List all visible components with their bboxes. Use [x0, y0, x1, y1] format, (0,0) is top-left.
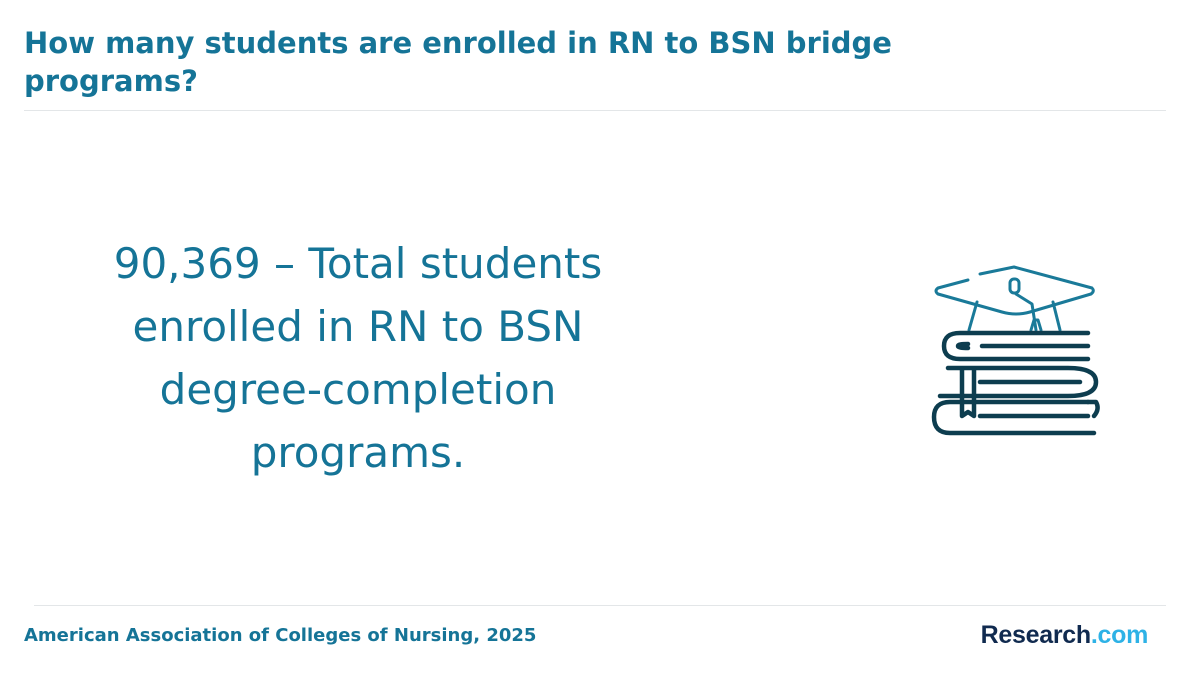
page-title: How many students are enrolled in RN to BSN bridge programs?	[24, 26, 892, 98]
stat-statement: 90,369 – Total students enrolled in RN to BSN degree-completion programs.	[113, 239, 603, 477]
graduation-cap-on-books-icon	[920, 258, 1110, 448]
source-citation: American Association of Colleges of Nursing, 2025	[24, 625, 537, 646]
header-divider	[24, 110, 1166, 111]
logo-text-com: .com	[1090, 621, 1148, 649]
research-com-logo[interactable]	[981, 620, 1148, 650]
logo-text-research: Research	[980, 621, 1091, 649]
footer-divider	[34, 605, 1166, 606]
